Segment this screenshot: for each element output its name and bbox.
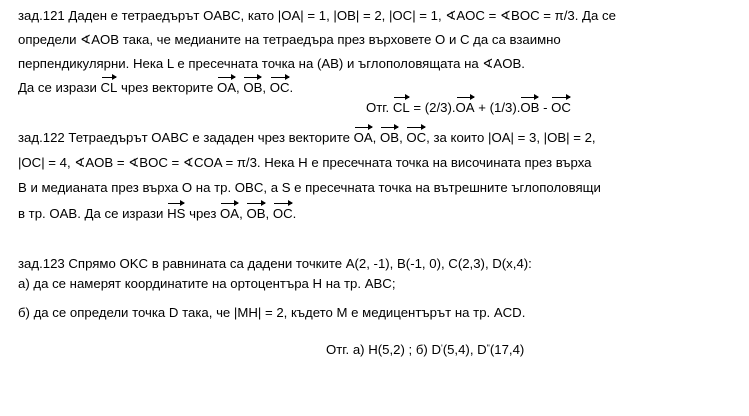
- vector-oc: OC: [551, 100, 571, 115]
- vector-cl: CL: [392, 100, 410, 115]
- problem-121-line-4: [18, 80, 293, 96]
- vector-ob: OB: [520, 100, 540, 115]
- vector-ob: OB: [380, 130, 400, 145]
- text: -: [539, 100, 552, 115]
- problem-122-line-2: |OC| = 4, ∢AOB = ∢BOC = ∢COA = π/3. Нека H е пресечната точка на височината през върха: [18, 155, 592, 170]
- vector-hs: HS: [167, 206, 186, 221]
- vector-oc: OC: [269, 80, 290, 95]
- problem-122-line-4: [18, 206, 296, 222]
- text: чрез: [185, 206, 221, 221]
- vector-oa: OA: [220, 206, 240, 221]
- text: ,: [399, 130, 407, 145]
- answer-label: Отг.: [366, 100, 393, 115]
- text: (17,4): [489, 342, 525, 357]
- text: = (2/3).: [409, 100, 456, 115]
- text: ,: [239, 206, 247, 221]
- text: Да се изрази: [18, 80, 101, 95]
- problem-123-line-2: а) да се намерят координатите на ортоцентъра H на тр. ABC;: [18, 276, 396, 291]
- text: в тр. OAB. Да се изрази: [18, 206, 168, 221]
- vector-oa: OA: [216, 80, 237, 95]
- text: (5,4), D: [442, 342, 487, 357]
- text: ,: [262, 80, 270, 95]
- problem-123-line-1: зад.123 Спрямо OKC в равнината са дадени точките A(2, -1), B(-1, 0), C(2,3), D(x,4):: [18, 256, 532, 271]
- double-prime-mark: ": [486, 343, 490, 353]
- prime-mark: ': [440, 343, 443, 353]
- problem-121-line-1: зад.121 Даден е тетраедърът OABC, като |OA| = 1, |OB| = 2, |OC| = 1, ∢AOC = ∢BOC = π/3. Да се: [18, 8, 616, 23]
- vector-oc: OC: [272, 206, 293, 221]
- text: + (1/3).: [474, 100, 521, 115]
- answer-label: Отг. а) H(5,2) ; б) D: [326, 342, 441, 357]
- text: .: [292, 206, 297, 221]
- problem-121-line-3: перпендикулярни. Нека L е пресечната точка на (AB) и ъглополовящата на ∢AOB.: [18, 56, 525, 71]
- problem-122-line-1: [18, 130, 596, 146]
- problem-123-line-3: б) да се определи точка D така, че |MH| = 2, където M е медицентърът на тр. ACD.: [18, 305, 526, 320]
- problem-122-line-3: B и медианата през върха O на тр. OBC, а S е пресечната точка на вътрешните ъглополовящи: [18, 180, 601, 195]
- text: зад.122 Тетраедърът OABC е зададен чрез векторите: [18, 130, 354, 145]
- text: ,: [372, 130, 380, 145]
- problem-121-line-2: определи ∢AOB така, че медианите на тетраедъра през върховете O и C да са взаимно: [18, 32, 561, 47]
- text: , за които |OA| = 3, |OB| = 2,: [426, 130, 596, 145]
- text: .: [289, 80, 294, 95]
- vector-ob: OB: [243, 80, 263, 95]
- problem-123-answer: [326, 342, 524, 359]
- problem-121-answer: [366, 100, 571, 116]
- vector-oa: OA: [353, 130, 373, 145]
- vector-ob: OB: [246, 206, 266, 221]
- text: ,: [236, 80, 244, 95]
- text: ,: [265, 206, 273, 221]
- vector-oa: OA: [455, 100, 475, 115]
- vector-oc: OC: [406, 130, 427, 145]
- vector-cl: CL: [100, 80, 118, 95]
- text: чрез векторите: [117, 80, 217, 95]
